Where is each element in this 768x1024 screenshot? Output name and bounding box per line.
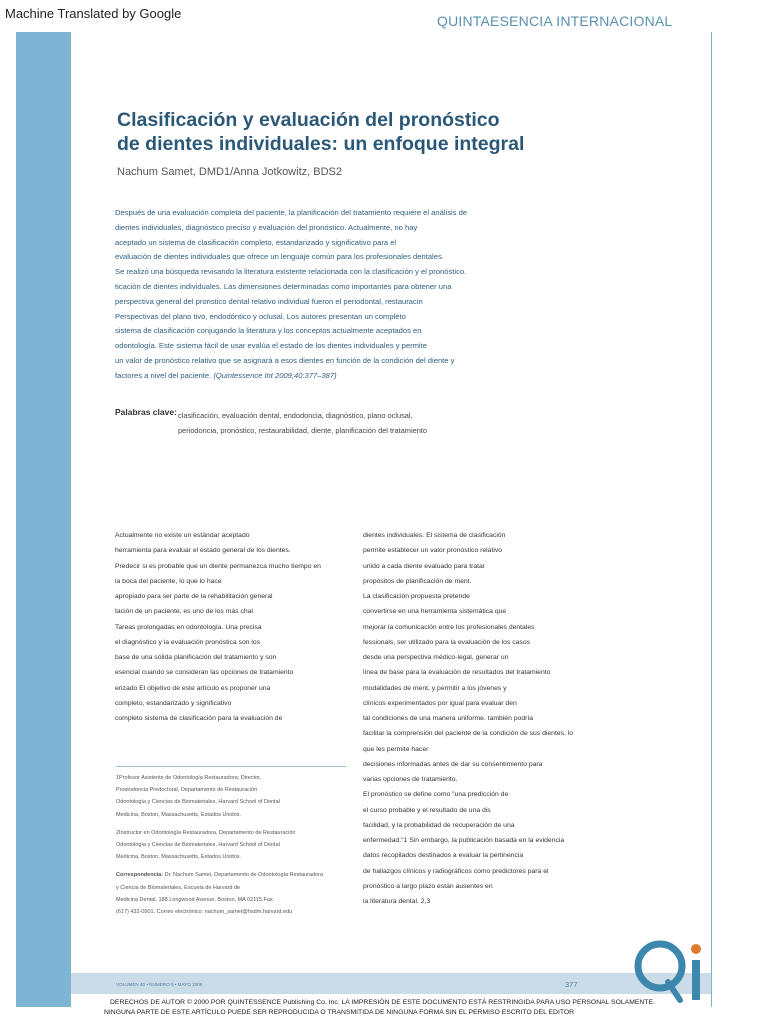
machine-translation-banner: Machine Translated by Google <box>5 6 182 21</box>
footnote-line: 2Instructor en Odontología Restauradora, Departamento de Restauración <box>116 829 296 836</box>
footnote-line: y Ciencia de Biomateriales, Escuela de Harvard de <box>116 884 241 891</box>
body-line: datos recopilados destinados a evaluar la pertinencia <box>363 852 524 860</box>
footnote-line: Medicina, Boston, Massachusetts, Estados Unidos. <box>116 854 242 861</box>
footnote-divider <box>116 766 346 767</box>
footnote-line: (617) 432-0901. Correo electrónico: nachum_samet@hsdm.harvard.edu <box>116 909 293 916</box>
correspondence-label: Correspondencia: <box>116 872 164 879</box>
abstract-citation: (Quintessence Int 2009;40:377–387) <box>213 370 337 380</box>
keywords <box>178 409 427 438</box>
body-line: clínicos experimentados por igual para evaluar den <box>363 699 517 707</box>
footnote-line: Dr. Nachum Samet, Departamento de Odontología Restauradora <box>163 872 323 879</box>
body-line: pronóstico a largo plazo están ausentes en <box>363 882 493 890</box>
volume-info: VOLUMEN 40 • NÚMERO 5 • MAYO 2009 <box>116 982 203 987</box>
abstract-line: dientes individuales, diagnóstico preciso y evaluación del pronóstico. Actualmente, no hay <box>115 222 418 232</box>
body-line: enfermedad."1 Sin embargo, la publicación basada en la evidencia <box>363 837 565 844</box>
correspondence-first-line <box>116 869 323 881</box>
body-line: completo, estandarizado y significativo <box>115 699 232 707</box>
body-line: base de una sólida planificación del tratamiento y son <box>115 654 277 661</box>
body-line: completo sistema de clasificación para la evaluación de <box>115 715 283 722</box>
body-line: línea de base para la evaluación de resultados del tratamiento <box>363 669 551 677</box>
footnote-line: Odontología y Ciencias de Biomateriales, Harvard School of Dental <box>116 799 280 806</box>
copyright-line: NINGUNA PARTE DE ESTE ARTÍCULO PUEDE SER REPRODUCIDA O TRANSMITIDA DE NINGUNA FORMA SIN EL PERMISO ESCRITO DEL EDITOR <box>104 1009 575 1016</box>
body-line: decisiones informadas antes de dar su consentimiento para <box>363 760 543 768</box>
abstract-line: odontología. Este sistema fácil de usar evalúa el estado de los dientes individuales y permite <box>115 341 427 351</box>
abstract-line: perspectiva general del pronstico dental relativo individual fueron el periodontal, restauracin <box>115 296 423 306</box>
body-line: modalidades de ment, y permitir a los jóvenes y <box>363 684 507 692</box>
body-line: esencial cuando se consideran las opciones de tratamiento <box>115 669 294 677</box>
body-line: facilitar la comprensión del paciente de la condición de sus dientes, lo <box>363 730 574 738</box>
footnote-line: 1Profesor Asistente de Odontología Restauradora; Director, <box>116 775 262 781</box>
abstract-line: Después de una evaluación completa del paciente, la planificación del tratamiento requiere el análisis de <box>115 208 468 217</box>
abstract-line: ticación de dientes individuales. Las dimensiones determinadas como importantes para obtener una <box>115 281 452 291</box>
body-line: Predecir si es probable que un diente permanezca mucho tiempo en <box>115 562 321 570</box>
body-line: apropiado para ser parte de la rehabilitación general <box>115 593 273 600</box>
body-line: convertirse en una herramienta sistemática que <box>363 608 507 616</box>
footnote-line: Medicina, Boston, Massachusetts, Estados Unidos. <box>116 811 242 818</box>
body-line: mejorar la comunicación entre los profesionales dentales <box>363 623 535 631</box>
abstract-line: factores a nivel del paciente. <box>115 370 212 380</box>
left-accent-bar <box>16 32 71 1007</box>
footnote-line: Prostodoncia Predoctoral, Departamento de Restauración <box>116 787 258 794</box>
body-line: dientes individuales. El sistema de clasificación <box>363 532 506 539</box>
abstract-line: Se realizó una búsqueda revisando la literatura existente relacionada con la clasificación y el pronóstico. <box>115 267 467 277</box>
body-line: herramienta para evaluar el estado general de los dientes. <box>115 547 291 555</box>
footnotes <box>116 772 323 918</box>
body-line: desde una perspectiva médico-legal, generar un <box>363 654 509 661</box>
body-column-right <box>363 528 573 909</box>
abstract-last-line <box>115 369 535 384</box>
logo-text: QI <box>630 930 632 931</box>
abstract-line: un valor de pronóstico relativo que se asignará a esos dientes en función de la condición del diente y <box>115 355 455 365</box>
right-page-rule <box>711 32 712 1007</box>
body-line: de hallazgos clínicos y radiográficos como predictores para el <box>363 867 549 875</box>
body-line: tal condiciones de una manera uniforme. también podría <box>363 715 534 722</box>
abstract <box>115 206 535 384</box>
body-line: unido a cada diente evaluado para tratar <box>363 562 486 570</box>
body-line: Actualmente no existe un estándar aceptado <box>115 532 250 539</box>
quintessence-logo <box>630 930 712 1010</box>
keywords-label: Palabras clave: <box>115 407 177 417</box>
body-line: que les permite hacer <box>363 745 429 753</box>
body-line: tación de un paciente, es uno de los más chal <box>115 608 253 616</box>
body-line: facilidad, y la probabilidad de recuperación de una <box>363 821 515 829</box>
body-line: la boca del paciente, lo que lo hace <box>115 577 222 585</box>
keywords-line: periodoncia, pronóstico, restaurabilidad, diente, planificación del tratamiento <box>178 425 427 435</box>
abstract-line: evaluación de dientes individuales que ofrece un lenguaje común para los profesionales dentales. <box>115 252 444 262</box>
abstract-line: aceptado un sistema de clasificación completo, estandarizado y significativo para el <box>115 237 397 247</box>
body-line: Tareas prolongadas en odontología. Una precisa <box>115 623 262 631</box>
body-line: la literatura dental. 2,3 <box>363 898 431 905</box>
body-line: permite establecer un valor pronóstico relativo <box>363 547 503 555</box>
body-line: varias opciones de tratamiento. <box>363 776 458 783</box>
body-line: el diagnóstico y la evaluación pronóstica son los <box>115 638 261 646</box>
article-title <box>117 108 557 156</box>
body-line: El pronóstico se define como "una predicción de <box>363 791 509 799</box>
footnote-line: Odontología y Ciencias de Biomateriales, Harvard School of Dental <box>116 842 280 849</box>
copyright-line: DERECHOS DE AUTOR © 2000 POR QUINTESSENCE Publishing Co. Inc. LA IMPRESIÓN DE ESTE DOCUMENTO ESTÁ RESTRINGIDA PARA USO PERSONAL SOLAMENTE. <box>110 999 655 1006</box>
abstract-line: Perspectivas del plano tivo, endodóntico y oclusal. Los autores presentan un completo <box>115 311 406 321</box>
body-column-left <box>115 528 321 726</box>
body-line: La clasificación propuesta pretende <box>363 593 470 600</box>
body-line: el curso probable y el resultado de una dis <box>363 806 491 814</box>
abstract-line: sistema de clasificación conjugando la literatura y los conceptos actualmente aceptados en <box>115 326 422 336</box>
title-line: de dientes individuales: un enfoque integral <box>117 133 525 155</box>
footnote-line: Medicina Dental, 188 Longwood Avenue, Boston, MA 02115.Fax: <box>116 896 275 903</box>
title-line: Clasificación y evaluación del pronóstico <box>117 109 500 131</box>
body-line: fessionals, ser utilizado para la evaluación de los casos <box>363 638 530 646</box>
keywords-line: clasificación, evaluación dental, endodoncia, diagnóstico, plano oclusal, <box>178 411 413 420</box>
body-line: erizado El objetivo de este artículo es proponer una <box>115 684 271 692</box>
page-number: 377 <box>565 980 578 989</box>
author-list: Nachum Samet, DMD1/Anna Jotkowitz, BDS2 <box>117 166 342 178</box>
body-line: propósitos de planificación de ment. <box>363 577 472 585</box>
journal-name: QUINTAESENCIA INTERNACIONAL <box>437 13 673 29</box>
